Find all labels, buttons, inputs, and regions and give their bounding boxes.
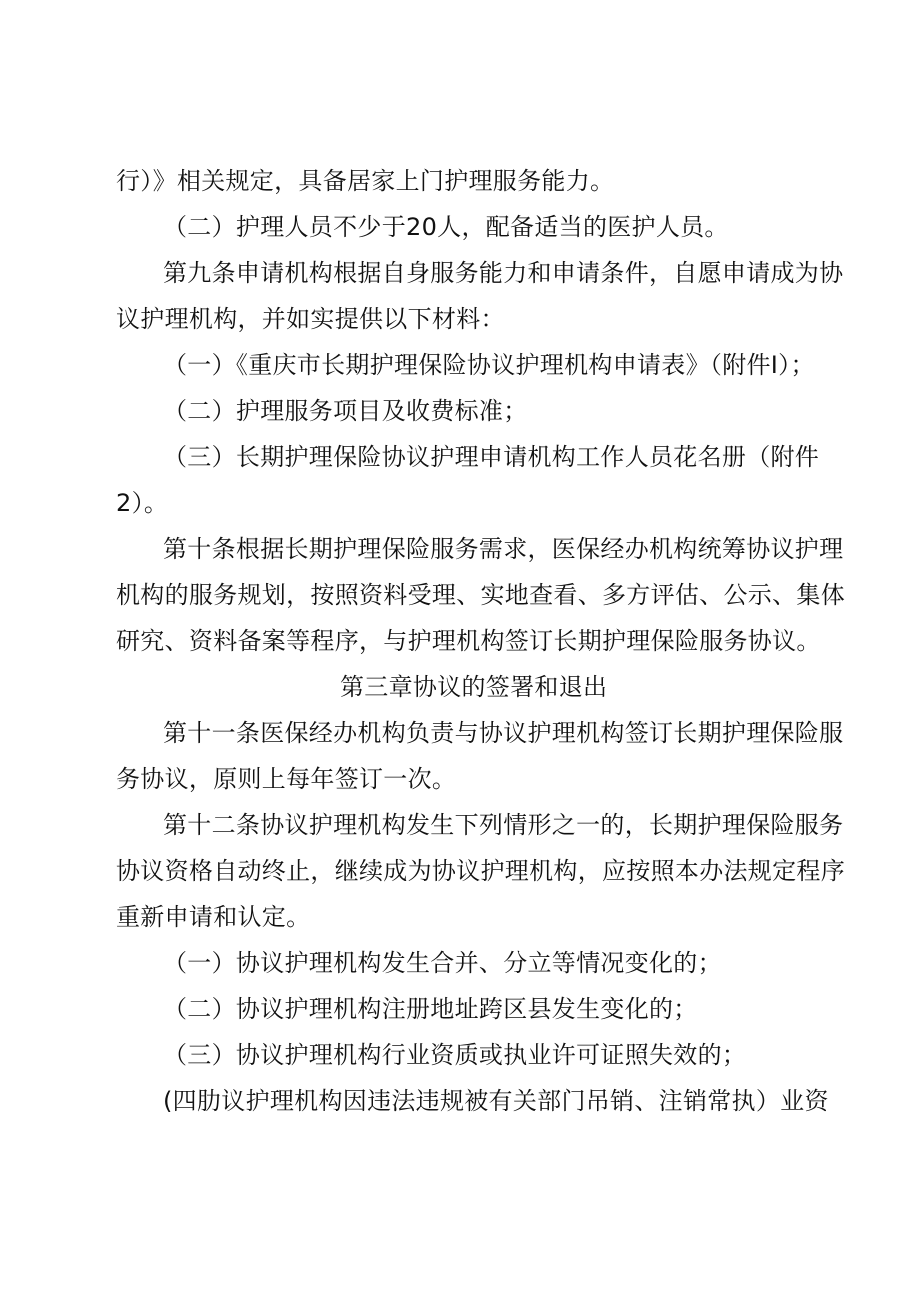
text-line: 2）。 (116, 489, 169, 517)
text-line: 协议资格自动终止，继续成为协议护理机构，应按照本办法规定程序 (116, 857, 845, 885)
text-line: 第九条申请机构根据自身服务能力和申请条件，自愿申请成为协 (163, 259, 844, 287)
text-line: （三）长期护理保险协议护理申请机构工作人员花名册（附件 (163, 443, 820, 471)
text-line: 议护理机构，并如实提供以下材料： (116, 305, 505, 333)
text-line: 第十二条协议护理机构发生下列情形之一的，长期护理保险服务 (163, 811, 844, 839)
text-line: 研究、资料备案等程序，与护理机构签订长期护理保险服务协议。 (116, 627, 821, 655)
text-line: （三）协议护理机构行业资质或执业许可证照失效的； (163, 1041, 747, 1069)
text-line: 重新申请和认定。 (116, 903, 311, 931)
text-line: （二）护理服务项目及收费标准； (163, 397, 528, 425)
text-line: （一）《重庆市长期护理保险协议护理机构申请表》（附件I）； (163, 351, 815, 379)
text-line: （一）协议护理机构发生合并、分立等情况变化的； (163, 949, 722, 977)
text-line: 机构的服务规划，按照资料受理、实地查看、多方评估、公示、集体 (116, 581, 845, 609)
text-line: （二）协议护理机构注册地址跨区县发生变化的； (163, 995, 698, 1023)
text-line: 第十条根据长期护理保险服务需求，医保经办机构统筹协议护理 (163, 535, 844, 563)
text-line: 行）》相关规定，具备居家上门护理服务能力。 (116, 167, 615, 195)
text-line: 第十一条医保经办机构负责与协议护理机构签订长期护理保险服 (163, 719, 844, 747)
text-line: (四肋议护理机构因违法违规被有关部门吊销、注销常执）业资 (163, 1087, 829, 1115)
text-line: （二）护理人员不少于20人，配备适当的医护人员。 (163, 213, 729, 241)
chapter-heading: 第三章协议的签署和退出 (340, 673, 608, 701)
text-line: 务协议，原则上每年签订一次。 (116, 765, 457, 793)
